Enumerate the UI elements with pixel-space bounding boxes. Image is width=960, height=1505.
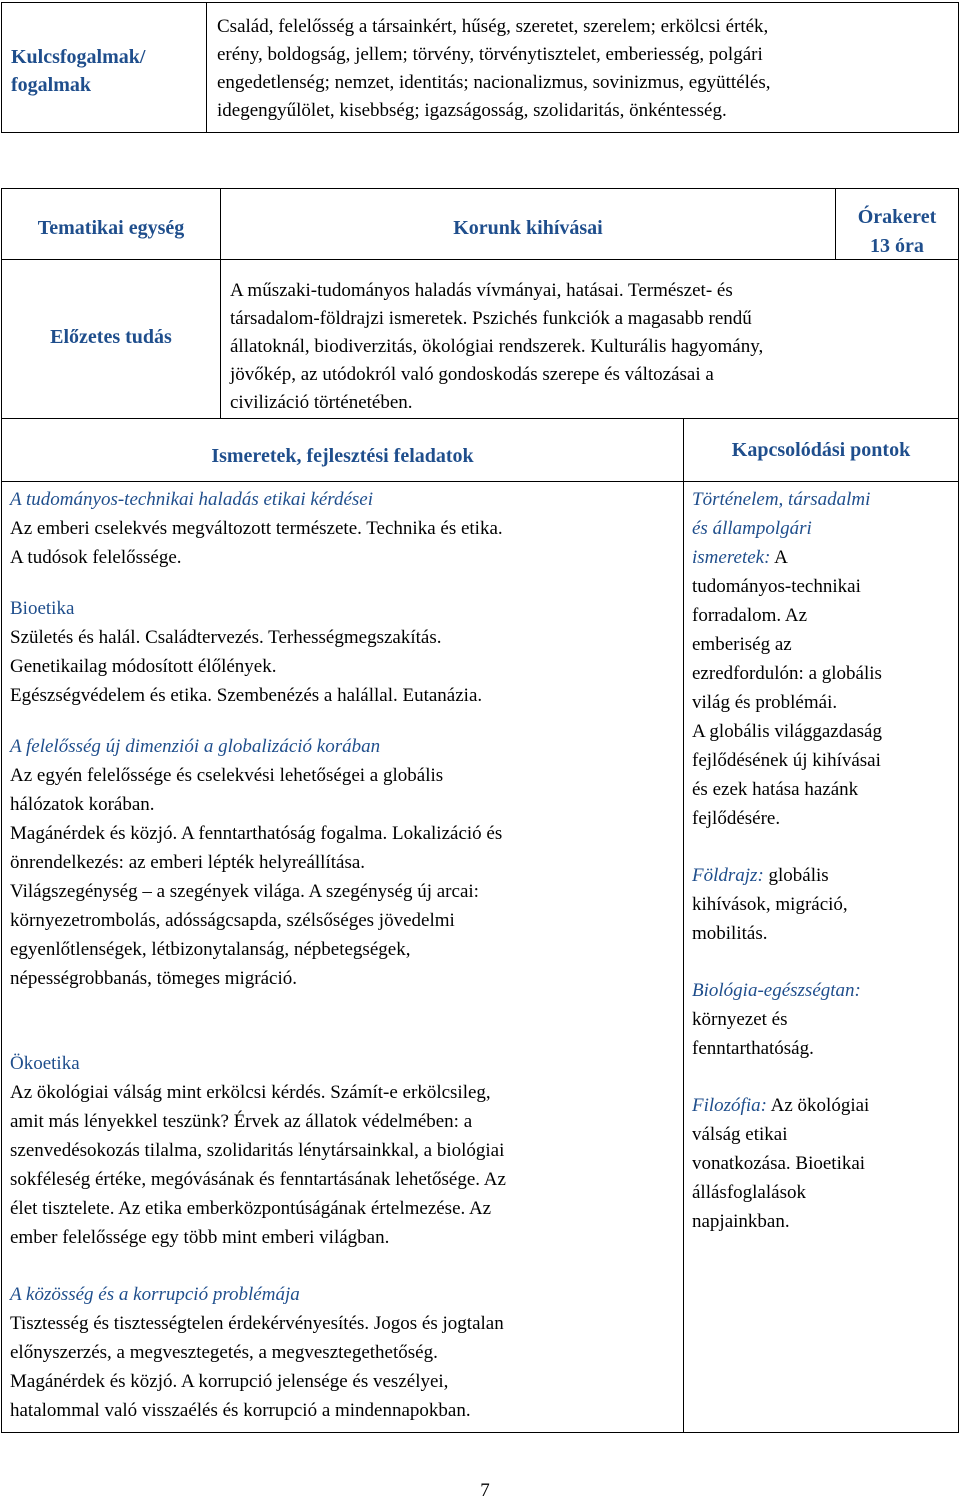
knowledge-header-cell bbox=[1, 418, 684, 482]
hours-cell bbox=[835, 188, 959, 260]
connection-line: tudományos-technikai bbox=[692, 576, 861, 597]
hours-label: Órakeret bbox=[857, 206, 937, 228]
page-number: 7 bbox=[480, 1480, 490, 1501]
prior-knowledge-line: társadalom-földrajzi ismeretek. Pszichés funkciók a magasabb rendű bbox=[230, 308, 752, 329]
connection-line: forradalom. Az bbox=[692, 605, 808, 626]
knowledge-line: előnyszerzés, a megvesztegetés, a megvesztegethetőség. bbox=[10, 1342, 438, 1363]
connection-line: és ezek hatása hazánk bbox=[692, 779, 859, 800]
section-title: A tudományos-technikai haladás etikai kérdései bbox=[10, 489, 374, 510]
knowledge-line: hálózatok korában. bbox=[10, 794, 155, 815]
knowledge-line: Az egyén felelőssége és cselekvési lehetőségei a globális bbox=[10, 765, 444, 786]
key-concepts-line: erény, boldogság, jellem; törvény, törvénytisztelet, emberiesség, polgári bbox=[217, 44, 763, 65]
connections-body-cell bbox=[683, 481, 959, 1433]
connection-line: környezet és bbox=[692, 1009, 788, 1030]
knowledge-body-cell bbox=[1, 481, 684, 1433]
connection-label: ismeretek: bbox=[692, 547, 771, 568]
section-title: Bioetika bbox=[10, 598, 75, 619]
connection-text: A bbox=[770, 547, 788, 568]
prior-knowledge-text bbox=[230, 277, 763, 417]
connection-line: emberiség az bbox=[692, 634, 792, 655]
connection-line: vonatkozása. Bioetikai bbox=[692, 1153, 866, 1174]
knowledge-line: Magánérdek és közjó. A korrupció jelensége és veszélyei, bbox=[10, 1371, 449, 1392]
connection-label: Filozófia: bbox=[692, 1095, 767, 1116]
hours-value: 13 óra bbox=[870, 235, 924, 257]
connection-text: Az ökológiai bbox=[766, 1095, 870, 1116]
connection-line: A globális világgazdaság bbox=[692, 721, 882, 742]
knowledge-line: egyenlőtlenségek, létbizonytalanság, népbetegségek, bbox=[10, 939, 411, 960]
key-concepts-label: Kulcsfogalmak/ fogalmak bbox=[11, 46, 146, 96]
prior-knowledge-label-cell bbox=[1, 259, 221, 419]
knowledge-line: amit más lényekkel teszünk? Érvek az állatok védelmében: a bbox=[10, 1111, 473, 1132]
knowledge-line: Tisztesség és tisztességtelen érdekérvényesítés. Jogos és jogtalan bbox=[10, 1313, 504, 1334]
key-concepts-label-cell bbox=[1, 2, 207, 133]
knowledge-line: szenvedésokozás tilalma, szolidaritás lénytársainkkal, a biológiai bbox=[10, 1140, 505, 1161]
connection-text: globális bbox=[763, 865, 829, 886]
connection-line: fejlődésére. bbox=[692, 808, 781, 829]
thematic-unit-title: Korunk kihívásai bbox=[453, 217, 603, 239]
prior-knowledge-line: jövőkép, az utódokról való gondoskodás szerepe és változásai a bbox=[230, 364, 714, 385]
thematic-label-cell bbox=[1, 188, 221, 260]
connections-header: Kapcsolódási pontok bbox=[731, 439, 911, 461]
connection-line: válság etikai bbox=[692, 1124, 788, 1145]
knowledge-line: A tudósok felelőssége. bbox=[10, 547, 182, 568]
knowledge-line: Világszegénység – a szegények világa. A szegénység új arcai: bbox=[10, 881, 479, 902]
key-concepts-text bbox=[217, 13, 771, 125]
prior-knowledge-label: Előzetes tudás bbox=[50, 326, 172, 348]
thematic-title-cell bbox=[220, 188, 836, 260]
connection-line: mobilitás. bbox=[692, 923, 768, 944]
knowledge-line: ember felelőssége egy több mint emberi világban. bbox=[10, 1227, 390, 1248]
key-concepts-line: idegengyűlölet, kisebbség; igazságosság, szolidaritás, önkéntesség. bbox=[217, 100, 727, 121]
knowledge-line: Születés és halál. Családtervezés. Terhességmegszakítás. bbox=[10, 627, 442, 648]
knowledge-text bbox=[10, 485, 506, 1425]
connection-label: Biológia-egészségtan: bbox=[692, 980, 861, 1001]
key-concepts-content-cell bbox=[206, 2, 959, 133]
connection-line: ezredfordulón: a globális bbox=[692, 663, 882, 684]
connection-line: világ és problémái. bbox=[692, 692, 838, 713]
knowledge-line: népességrobbanás, tömeges migráció. bbox=[10, 968, 298, 989]
prior-knowledge-line: állatoknál, biodiverzitás, ökológiai rendszerek. Kulturális hagyomány, bbox=[230, 336, 764, 357]
knowledge-line: élet tisztelete. Az etika emberközpontúságának értelmezése. Az bbox=[10, 1198, 492, 1219]
knowledge-line: Genetikailag módosított élőlények. bbox=[10, 656, 277, 677]
thematic-unit-label: Tematikai egység bbox=[37, 217, 185, 239]
knowledge-header: Ismeretek, fejlesztési feladatok bbox=[211, 445, 474, 467]
connection-line: kihívások, migráció, bbox=[692, 894, 848, 915]
knowledge-line: önrendelkezés: az emberi lépték helyreállítása. bbox=[10, 852, 366, 873]
section-title: A felelősség új dimenziói a globalizáció korában bbox=[10, 736, 381, 757]
connection-label: és állampolgári bbox=[692, 518, 812, 539]
connection-line bbox=[692, 1091, 882, 1120]
connections-text bbox=[692, 485, 882, 1236]
prior-knowledge-content-cell bbox=[220, 259, 959, 419]
connections-header-cell bbox=[683, 418, 959, 482]
knowledge-line: Az emberi cselekvés megváltozott természete. Technika és etika. bbox=[10, 518, 503, 539]
knowledge-line: Magánérdek és közjó. A fenntarthatóság fogalma. Lokalizáció és bbox=[10, 823, 503, 844]
connection-label: Földrajz: bbox=[692, 865, 764, 886]
key-concepts-line: engedetlenség; nemzet, identitás; nacionalizmus, sovinizmus, együttélés, bbox=[217, 72, 771, 93]
connection-label: Történelem, társadalmi bbox=[692, 489, 871, 510]
connection-line bbox=[692, 861, 882, 890]
connection-line: fenntarthatóság. bbox=[692, 1038, 814, 1059]
prior-knowledge-line: civilizáció történetében. bbox=[230, 392, 413, 413]
key-concepts-line: Család, felelősség a társainkért, hűség, szeretet, szerelem; erkölcsi érték, bbox=[217, 16, 769, 37]
connection-line: napjainkban. bbox=[692, 1211, 790, 1232]
knowledge-line: Az ökológiai válság mint erkölcsi kérdés. Számít-e erkölcsileg, bbox=[10, 1082, 491, 1103]
knowledge-line: környezetrombolás, adósságcsapda, szélsőséges jövedelmi bbox=[10, 910, 455, 931]
section-title: A közösség és a korrupció problémája bbox=[10, 1284, 300, 1305]
prior-knowledge-line: A műszaki-tudományos haladás vívmányai, hatásai. Természet- és bbox=[230, 280, 733, 301]
section-title: Ökoetika bbox=[10, 1053, 80, 1074]
connection-line: fejlődésének új kihívásai bbox=[692, 750, 881, 771]
knowledge-line: Egészségvédelem és etika. Szembenézés a halállal. Eutanázia. bbox=[10, 685, 483, 706]
connection-line bbox=[692, 543, 882, 572]
connection-line: állásfoglalások bbox=[692, 1182, 806, 1203]
knowledge-line: hatalommal való visszaélés és korrupció a mindennapokban. bbox=[10, 1400, 471, 1421]
knowledge-line: sokféleség értéke, megóvásának és fenntartásának lehetősége. Az bbox=[10, 1169, 506, 1190]
